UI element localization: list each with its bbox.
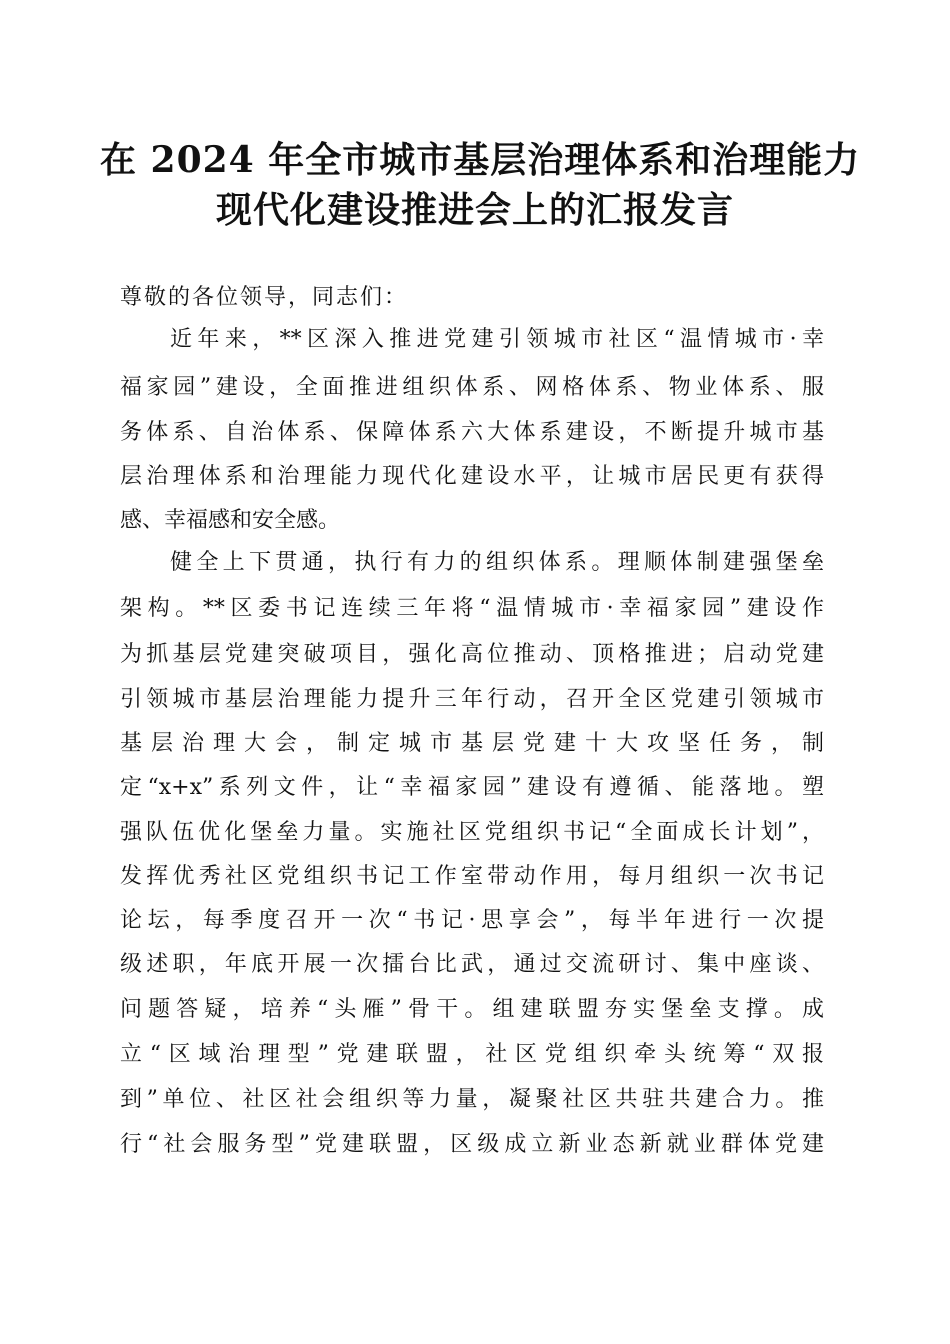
salutation: 尊敬的各位领导，同志们： <box>120 285 409 310</box>
document-title-line-1: 在 2024 年全市城市基层治理体系和治理能力 <box>100 139 861 181</box>
paragraph-2-line: 基层治理大会，制定城市基层党建十大攻坚任务，制 <box>120 731 824 756</box>
paragraph-1-line: 层治理体系和治理能力现代化建设水平，让城市居民更有获得 <box>120 464 824 489</box>
paragraph-1-line: 感、幸福感和安全感。 <box>120 508 341 533</box>
document-title-line-2: 现代化建设推进会上的汇报发言 <box>215 189 734 231</box>
paragraph-2-line: 为抓基层党建突破项目，强化高位推动、顶格推进；启动党建 <box>120 642 824 667</box>
paragraph-1-line: 近年来，**区深入推进党建引领城市社区“温情城市·幸 <box>170 327 824 352</box>
paragraph-2-line: 级述职，年底开展一次擂台比武，通过交流研讨、集中座谈、 <box>120 952 824 977</box>
paragraph-2-line: 论坛，每季度召开一次“书记·思享会”，每半年进行一次提 <box>120 908 824 933</box>
paragraph-2-line: 强队伍优化堡垒力量。实施社区党组织书记“全面成长计划”， <box>120 820 824 845</box>
paragraph-1-line: 务体系、自治体系、保障体系六大体系建设，不断提升城市基 <box>120 420 824 445</box>
paragraph-2-line: 架构。**区委书记连续三年将“温情城市·幸福家园”建设作 <box>120 596 824 621</box>
paragraph-2-line: 到”单位、社区社会组织等力量，凝聚社区共驻共建合力。推 <box>120 1087 824 1112</box>
paragraph-2-line: 健全上下贯通，执行有力的组织体系。理顺体制建强堡垒 <box>170 550 824 575</box>
paragraph-1-line: 福家园”建设，全面推进组织体系、网格体系、物业体系、服 <box>120 375 824 400</box>
paragraph-2-line: 问题答疑，培养“头雁”骨干。组建联盟夯实堡垒支撑。成 <box>120 997 824 1022</box>
paragraph-2-line: 行“社会服务型”党建联盟，区级成立新业态新就业群体党建 <box>120 1132 824 1157</box>
paragraph-2-line: 定“x+x”系列文件，让“幸福家园”建设有遵循、能落地。塑 <box>120 775 824 800</box>
paragraph-2-line: 引领城市基层治理能力提升三年行动，召开全区党建引领城市 <box>120 687 824 712</box>
paragraph-2-line: 立“区域治理型”党建联盟，社区党组织牵头统筹“双报 <box>120 1042 824 1067</box>
paragraph-2-line: 发挥优秀社区党组织书记工作室带动作用，每月组织一次书记 <box>120 864 824 889</box>
